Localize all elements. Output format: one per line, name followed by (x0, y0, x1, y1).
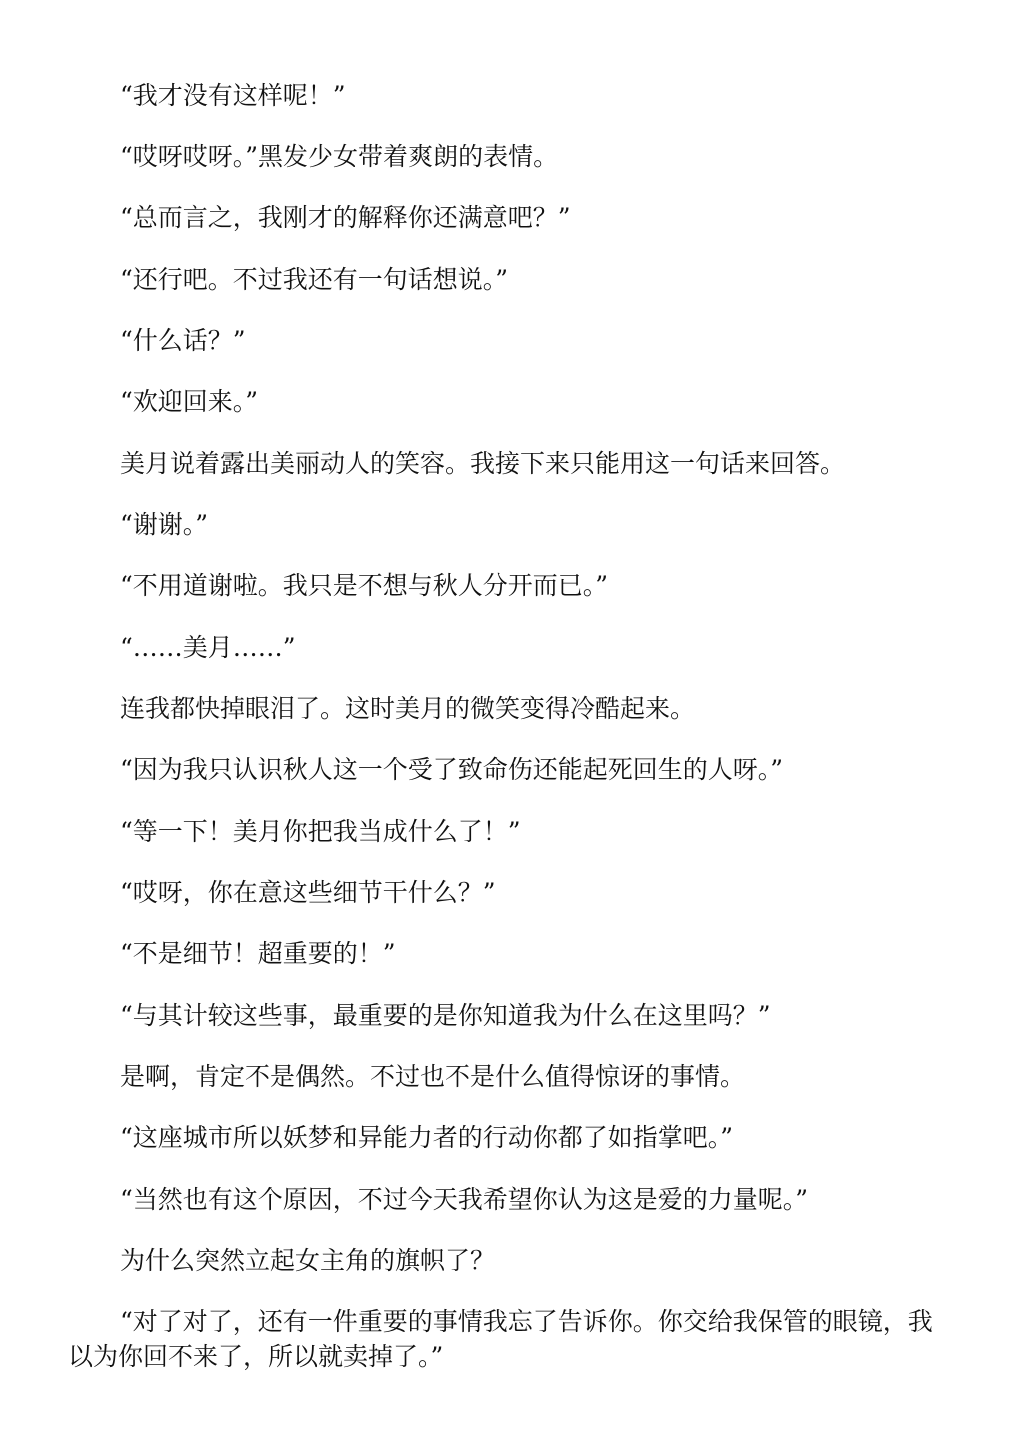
paragraph-9: “不用道谢啦。我只是不想与秋人分开而已。” (120, 571, 609, 600)
paragraph-4: “还行吧。不过我还有一句话想说。” (120, 265, 509, 294)
paragraph-3: “总而言之，我刚才的解释你还满意吧？” (120, 203, 571, 232)
paragraph-2: “哎呀哎呀。”黑发少女带着爽朗的表情。 (120, 142, 559, 171)
paragraph-8: “谢谢。” (120, 510, 209, 539)
paragraph-21: “对了对了，还有一件重要的事情我忘了告诉你。你交给我保管的眼镜，我以为你回不来了，所以就卖掉了。” (68, 1307, 933, 1371)
paragraph-6: “欢迎回来。” (120, 387, 259, 416)
paragraph-13: “等一下！美月你把我当成什么了！” (120, 817, 521, 846)
paragraph-10: “……美月……” (120, 633, 296, 662)
paragraph-15: “不是细节！超重要的！” (120, 939, 396, 968)
paragraph-11: 连我都快掉眼泪了。这时美月的微笑变得冷酷起来。 (120, 694, 696, 723)
paragraph-14: “哎呀，你在意这些细节干什么？” (120, 878, 496, 907)
paragraph-7: 美月说着露出美丽动人的笑容。我接下来只能用这一句话来回答。 (120, 449, 846, 478)
paragraph-18: “这座城市所以妖梦和异能力者的行动你都了如指掌吧。” (120, 1123, 734, 1152)
paragraph-12: “因为我只认识秋人这一个受了致命伤还能起死回生的人呀。” (120, 755, 784, 784)
paragraph-1: “我才没有这样呢！” (120, 81, 346, 110)
paragraph-5: “什么话？” (120, 326, 246, 355)
paragraph-17: 是啊，肯定不是偶然。不过也不是什么值得惊讶的事情。 (120, 1062, 746, 1091)
paragraph-16: “与其计较这些事，最重要的是你知道我为什么在这里吗？” (120, 1001, 771, 1030)
paragraph-20: 为什么突然立起女主角的旗帜了？ (120, 1246, 496, 1275)
paragraph-19: “当然也有这个原因，不过今天我希望你认为这是爱的力量呢。” (120, 1185, 809, 1214)
